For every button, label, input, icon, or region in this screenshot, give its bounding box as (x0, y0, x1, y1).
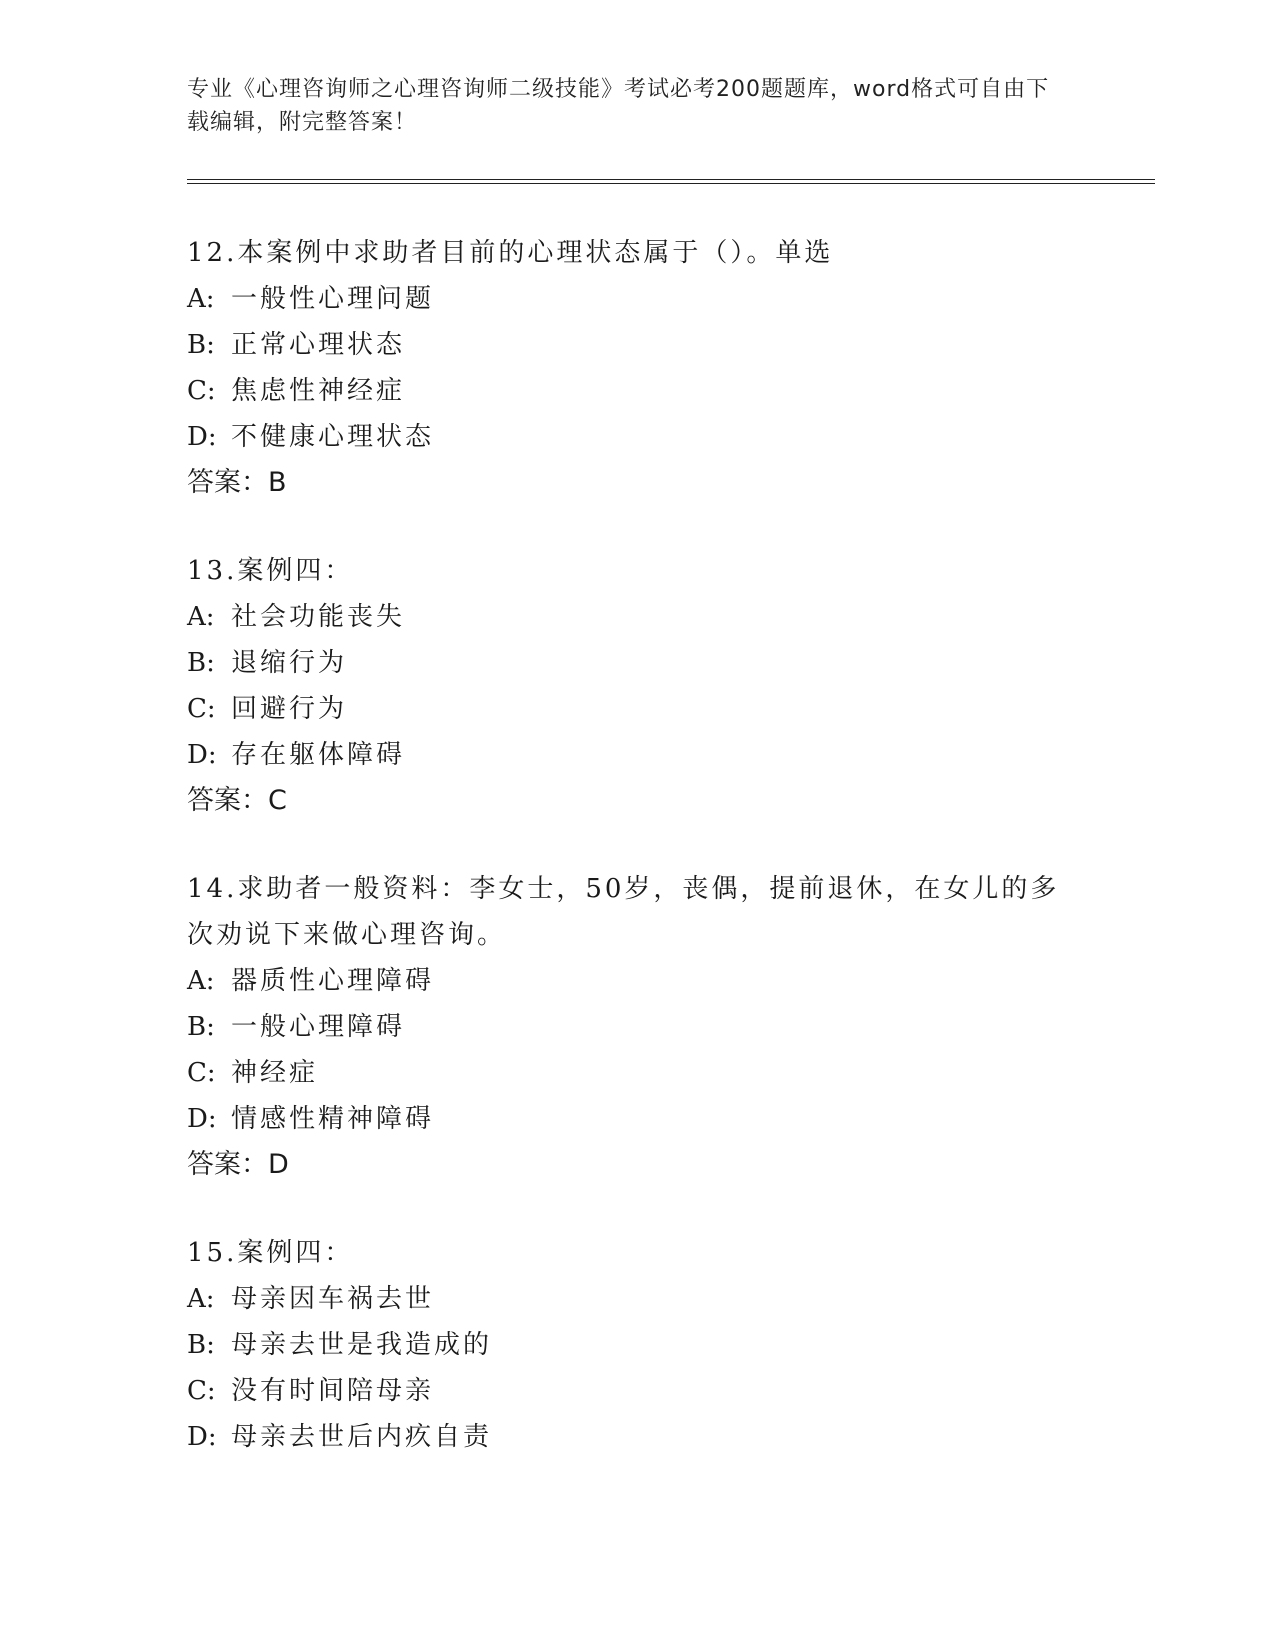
option-text: 焦虑性神经症 (231, 376, 406, 406)
option-a (187, 276, 1087, 322)
header-divider-bottom (187, 183, 1155, 184)
option-key: D: (187, 422, 217, 452)
option-key: B: (187, 648, 215, 678)
question-stem: 12.本案例中求助者目前的心理状态属于（）。单选 (187, 238, 834, 268)
option-text: 情感性精神障碍 (231, 1104, 435, 1134)
option-a (187, 1276, 1087, 1322)
option-b (187, 1322, 1087, 1368)
question-stem: 15.案例四： (187, 1238, 354, 1268)
question-13 (187, 548, 1087, 824)
option-a (187, 958, 1087, 1004)
option-d (187, 1096, 1087, 1142)
option-key: A: (187, 1284, 215, 1314)
answer-line: 答案：B (187, 467, 287, 498)
option-text: 回避行为 (231, 694, 348, 724)
question-stem: 13.案例四： (187, 556, 354, 586)
option-key: A: (187, 284, 215, 314)
option-c (187, 1368, 1087, 1414)
option-text: 退缩行为 (231, 648, 348, 678)
option-key: D: (187, 740, 217, 770)
option-key: B: (187, 1330, 215, 1360)
option-c (187, 686, 1087, 732)
option-text: 存在躯体障碍 (231, 740, 406, 770)
option-text: 神经症 (231, 1058, 319, 1088)
document-intro: 专业《心理咨询师之心理咨询师二级技能》考试必考200题题库，word格式可自由下载编辑，附完整答案！ (187, 77, 1050, 135)
option-b (187, 640, 1087, 686)
question-14 (187, 866, 1087, 1188)
option-d (187, 732, 1087, 778)
option-c (187, 1050, 1087, 1096)
option-key: C: (187, 1376, 216, 1406)
option-text: 器质性心理障碍 (231, 966, 435, 996)
option-text: 没有时间陪母亲 (231, 1376, 435, 1406)
question-12 (187, 230, 1087, 506)
question-15 (187, 1230, 1087, 1460)
option-d (187, 1414, 1087, 1460)
option-key: A: (187, 602, 215, 632)
option-key: C: (187, 694, 216, 724)
option-c (187, 368, 1087, 414)
option-key: C: (187, 376, 216, 406)
question-stem: 14.求助者一般资料：李女士，50岁，丧偶，提前退休，在女儿的多次劝说下来做心理咨询。 (187, 874, 1060, 950)
option-text: 一般心理障碍 (231, 1012, 406, 1042)
option-key: D: (187, 1104, 217, 1134)
option-text: 母亲因车祸去世 (231, 1284, 435, 1314)
option-key: A: (187, 966, 215, 996)
option-key: C: (187, 1058, 216, 1088)
option-b (187, 1004, 1087, 1050)
option-text: 不健康心理状态 (231, 422, 435, 452)
option-b (187, 322, 1087, 368)
option-text: 社会功能丧失 (231, 602, 406, 632)
answer-line: 答案：C (187, 785, 287, 816)
option-key: B: (187, 1012, 215, 1042)
option-a (187, 594, 1087, 640)
option-text: 一般性心理问题 (231, 284, 435, 314)
option-key: B: (187, 330, 215, 360)
header-divider-top (187, 179, 1155, 180)
option-text: 母亲去世是我造成的 (231, 1330, 493, 1360)
option-key: D: (187, 1422, 217, 1452)
answer-line: 答案：D (187, 1149, 289, 1180)
option-text: 母亲去世后内疚自责 (231, 1422, 493, 1452)
option-text: 正常心理状态 (231, 330, 406, 360)
option-d (187, 414, 1087, 460)
